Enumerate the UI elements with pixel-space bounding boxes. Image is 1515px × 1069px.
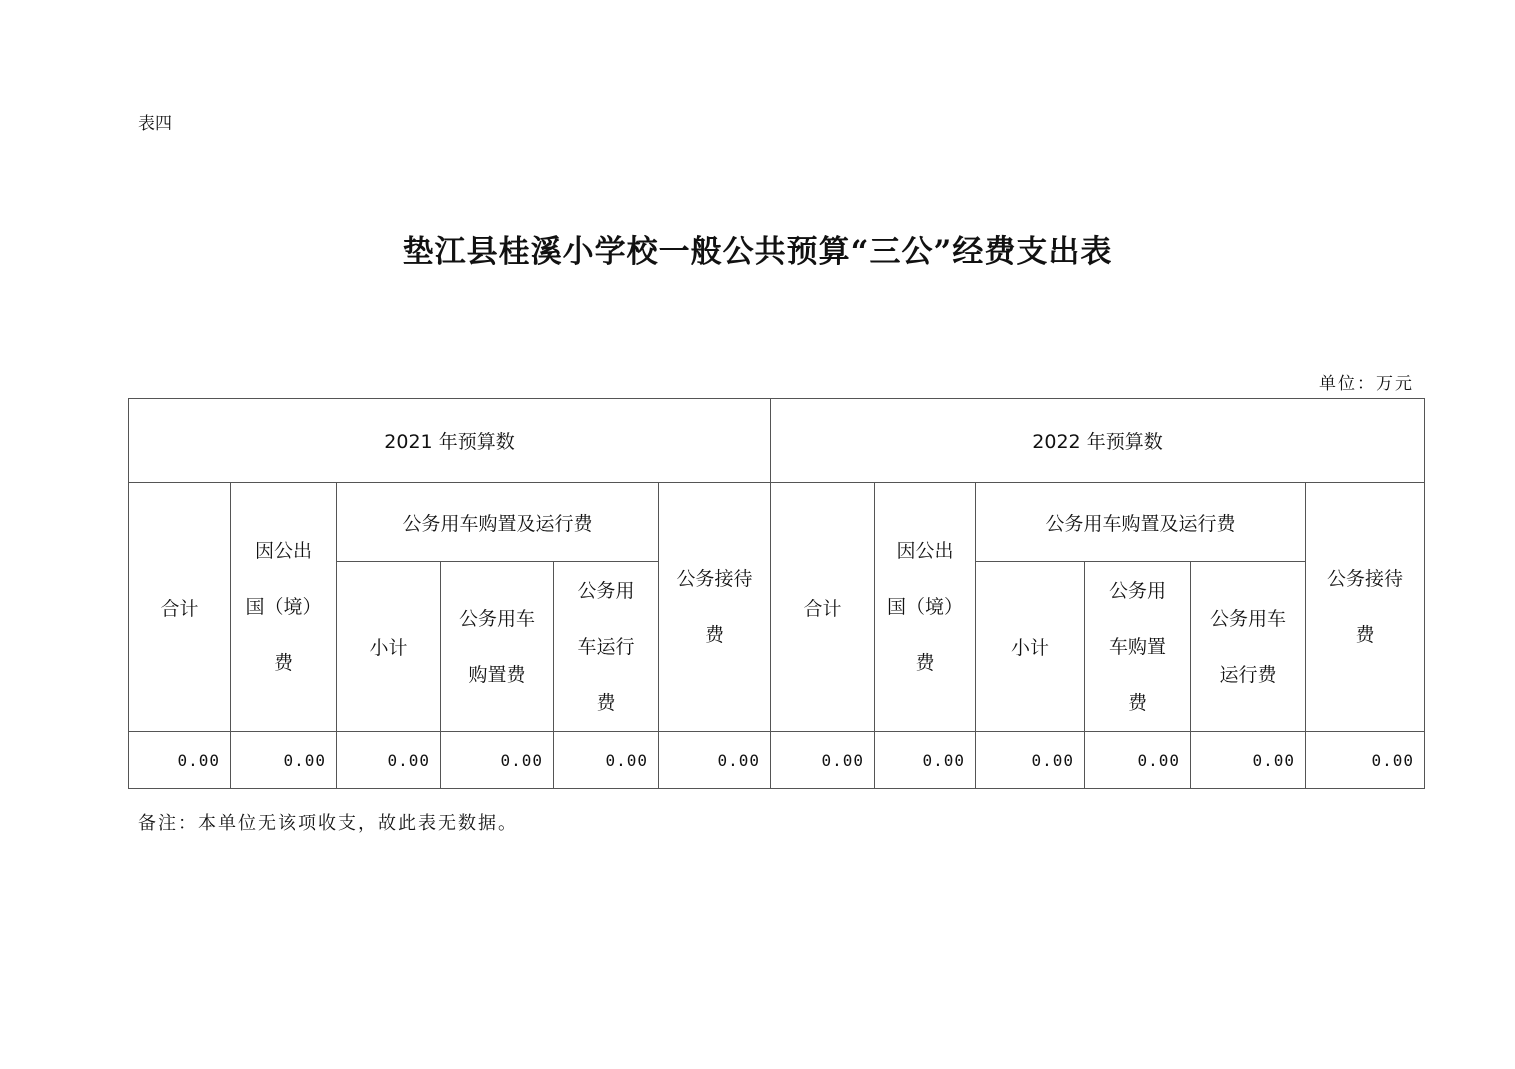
header-operation-2021: 公务用 车运行 费 (554, 562, 659, 732)
unit-label: 单位：万元 (1319, 374, 1414, 394)
header-purchase-2021: 公务用车 购置费 (441, 562, 554, 732)
value-cell: 0.00 (231, 732, 337, 789)
header-operation-2022: 公务用车 运行费 (1191, 562, 1306, 732)
page-title: 垫江县桂溪小学校一般公共预算“三公”经费支出表 (402, 234, 1113, 270)
header-subtotal-2021: 小计 (337, 562, 441, 732)
value-cell: 0.00 (554, 732, 659, 789)
header-year-2022: 2022 年预算数 (771, 399, 1425, 483)
header-vehicle-2021: 公务用车购置及运行费 (337, 483, 659, 562)
value-cell: 0.00 (129, 732, 231, 789)
value-cell: 0.00 (1191, 732, 1306, 789)
header-reception-2021: 公务接待 费 (659, 483, 771, 732)
header-total-2021: 合计 (129, 483, 231, 732)
value-cell: 0.00 (771, 732, 875, 789)
budget-table (128, 398, 1425, 789)
header-subtotal-2022: 小计 (976, 562, 1085, 732)
header-reception-2022: 公务接待 费 (1306, 483, 1425, 732)
header-total-2022: 合计 (771, 483, 875, 732)
header-abroad-2021: 因公出 国（境） 费 (231, 483, 337, 732)
value-cell: 0.00 (875, 732, 976, 789)
table-label: 表四 (138, 114, 172, 134)
footnote: 备注：本单位无该项收支，故此表无数据。 (138, 813, 518, 834)
header-abroad-2022: 因公出 国（境） 费 (875, 483, 976, 732)
value-cell: 0.00 (1306, 732, 1425, 789)
header-vehicle-2022: 公务用车购置及运行费 (976, 483, 1306, 562)
header-year-2021: 2021 年预算数 (129, 399, 771, 483)
value-cell: 0.00 (1085, 732, 1191, 789)
value-cell: 0.00 (976, 732, 1085, 789)
header-purchase-2022: 公务用 车购置 费 (1085, 562, 1191, 732)
value-cell: 0.00 (337, 732, 441, 789)
table-row (129, 732, 1425, 789)
value-cell: 0.00 (659, 732, 771, 789)
value-cell: 0.00 (441, 732, 554, 789)
